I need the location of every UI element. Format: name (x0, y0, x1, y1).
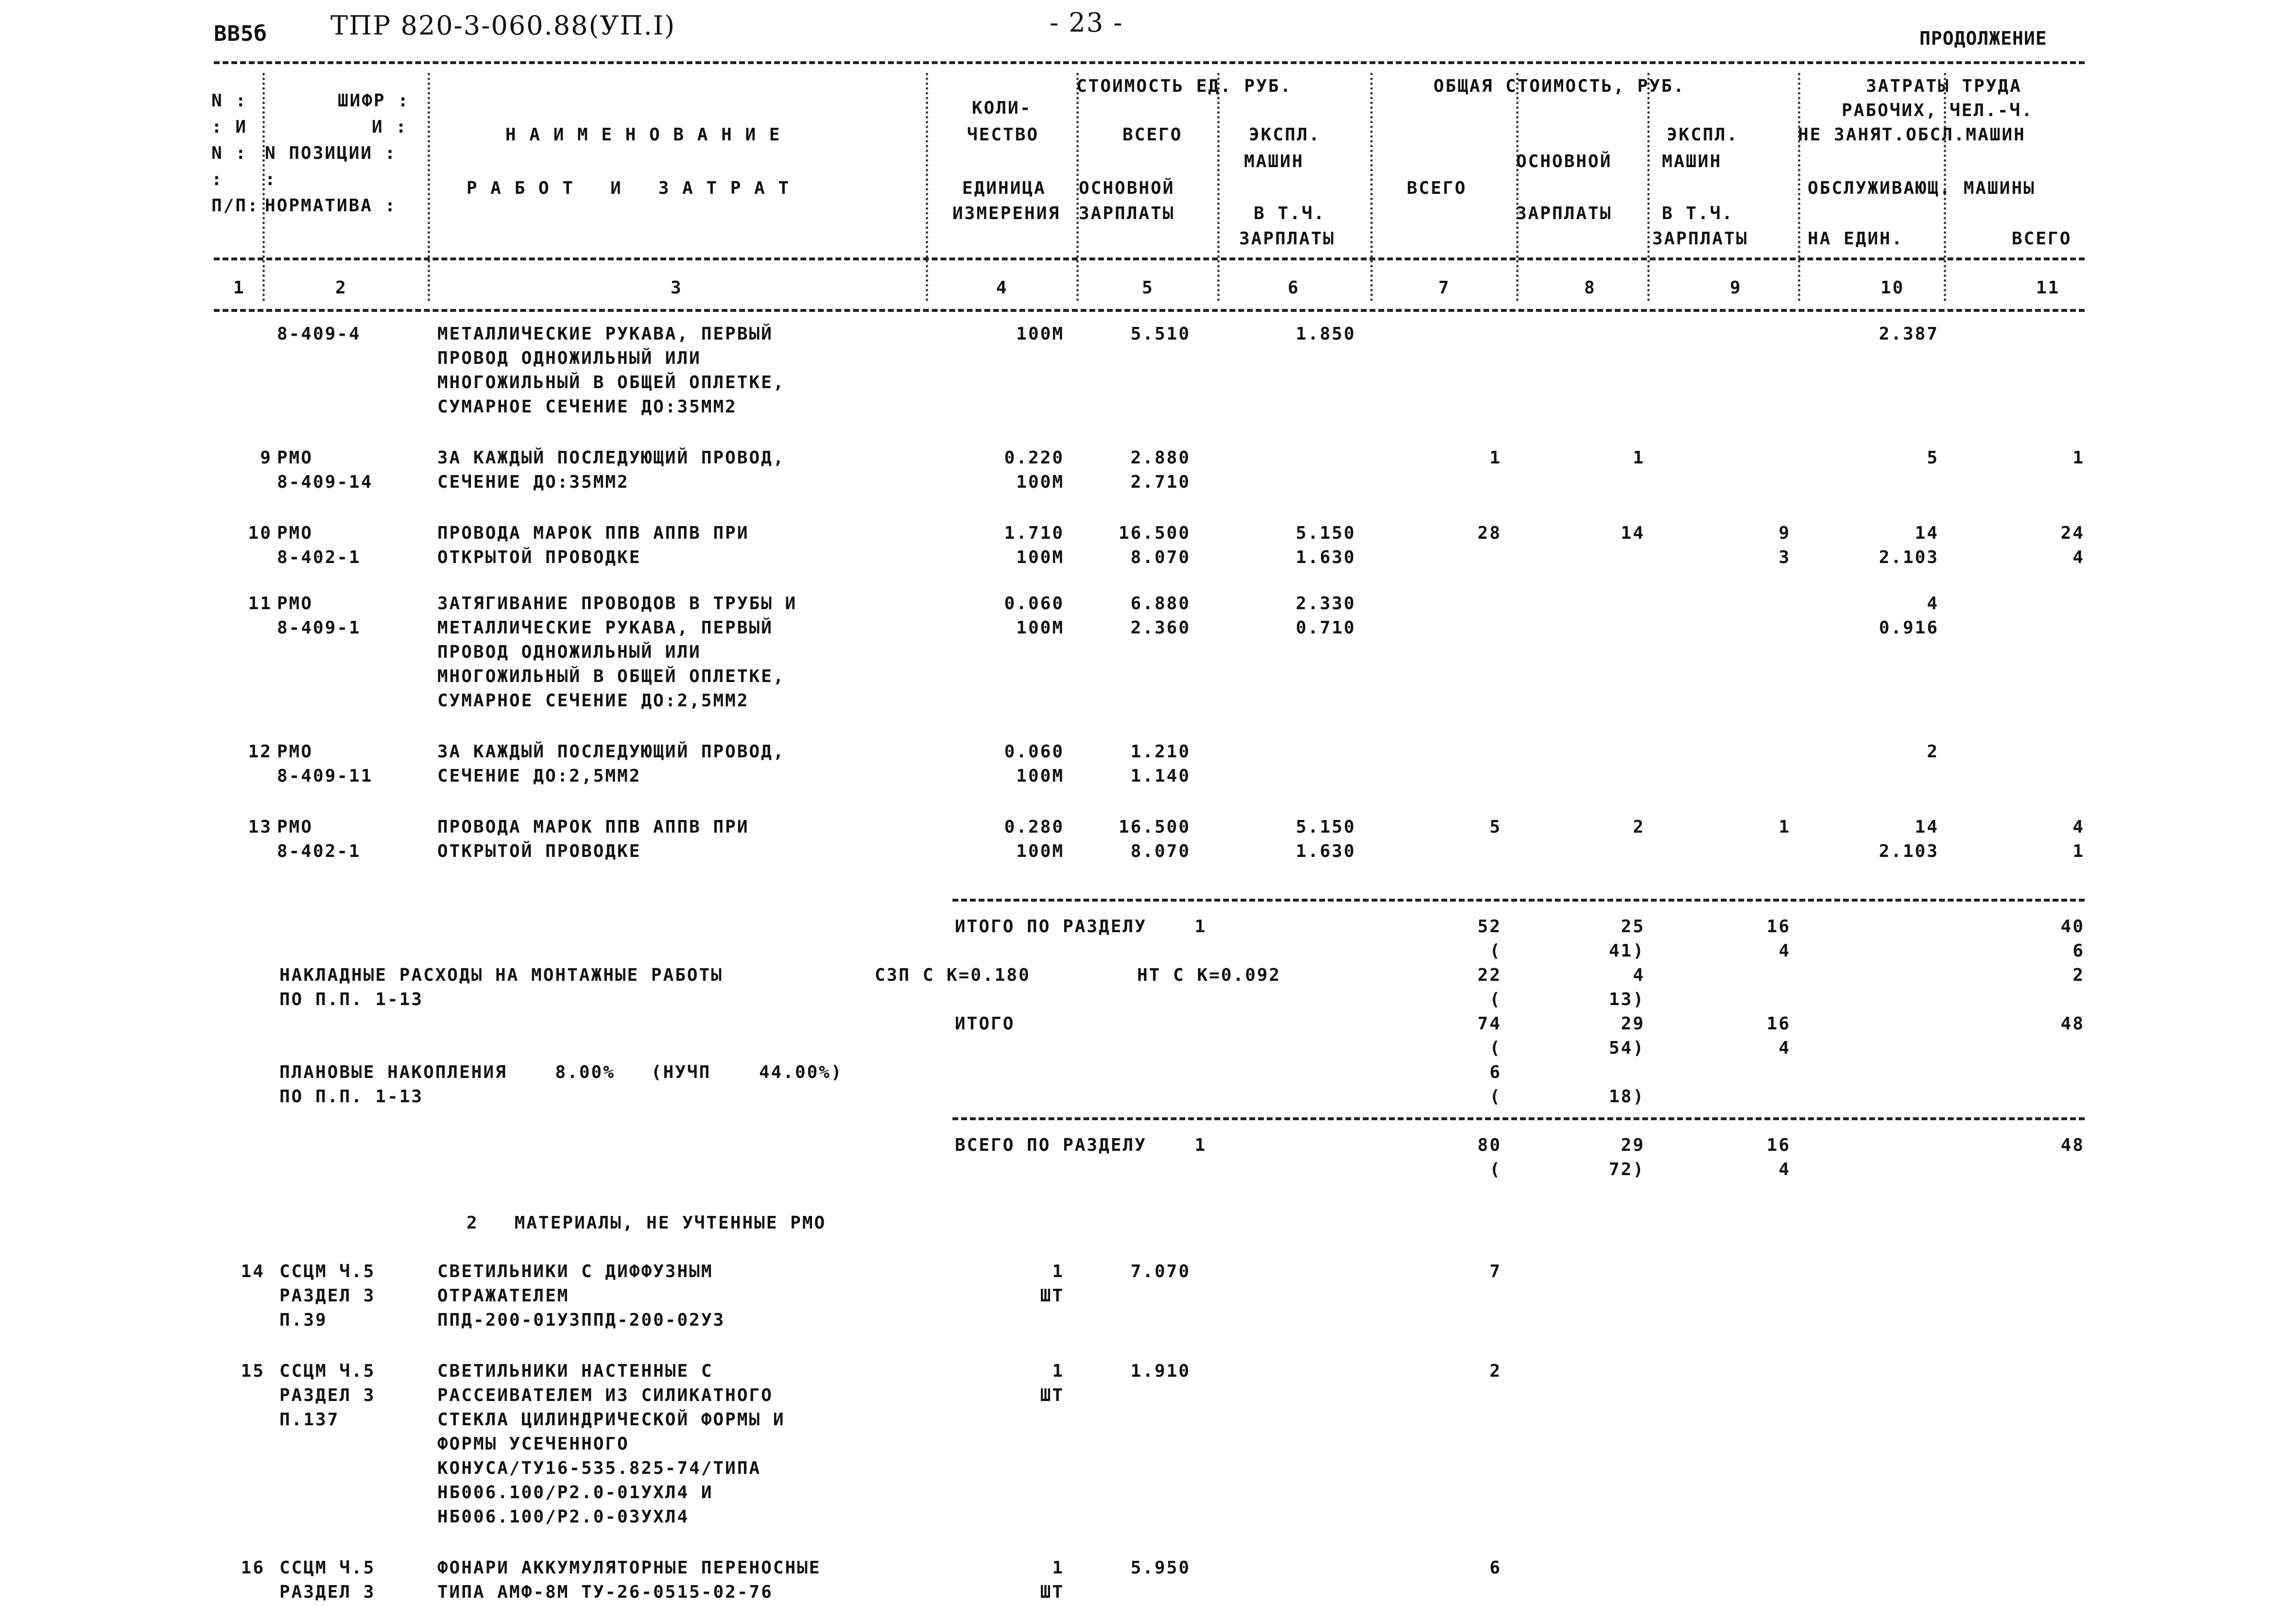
row-c7: 7 (1489, 1262, 1502, 1281)
col-code-header: И : (372, 117, 408, 137)
row-name: ПРОВОД ОДНОЖИЛЬНЫЙ ИЛИ (437, 348, 701, 368)
column-separator (1217, 73, 1220, 301)
row-name: СУМАРНОЕ СЕЧЕНИЕ ДО:35ММ2 (437, 397, 737, 417)
row-code: 8-409-14 (277, 472, 373, 492)
row-c10: 2.387 (1879, 324, 1939, 344)
overhead-nt: НТ С К=0.092 (1137, 965, 1281, 985)
row-code: РМО (277, 594, 313, 614)
row-code: 8-409-1 (277, 618, 361, 638)
column-number: 6 (1288, 278, 1300, 298)
col-total-header: ВСЕГО (1407, 178, 1467, 198)
row-code: ССЦМ Ч.5 (279, 1558, 376, 1578)
row-c11: 1 (2072, 448, 2085, 468)
summary-c8: 54) (1608, 1038, 1645, 1058)
column-separator (926, 73, 928, 301)
col-total-unit-header: ВСЕГО (1122, 125, 1183, 145)
row-c5: 2.360 (1130, 618, 1191, 638)
summary-c11: 40 (2060, 917, 2085, 937)
row-quantity: 0.280 (1004, 817, 1064, 837)
row-name: МЕТАЛЛИЧЕСКИЕ РУКАВА, ПЕРВЫЙ (437, 618, 773, 638)
summary-c7: 22 (1477, 965, 1502, 985)
row-quantity: 0.220 (1004, 448, 1064, 468)
row-name: ППД-200-01У3ППД-200-02У3 (437, 1310, 725, 1330)
column-number: 2 (335, 278, 347, 298)
row-code: ССЦМ Ч.5 (279, 1262, 376, 1281)
col-base-salary-header: ОСНОВНОЙ (1516, 152, 1612, 171)
col-code-header: НОРМАТИВА : (265, 196, 397, 216)
summary-c9: 4 (1778, 1038, 1791, 1058)
row-name: ЗА КАЖДЫЙ ПОСЛЕДУЮЩИЙ ПРОВОД, (437, 448, 785, 468)
row-code: РАЗДЕЛ 3 (279, 1385, 376, 1405)
summary-c8: 18) (1608, 1087, 1645, 1107)
row-c6: 5.150 (1295, 817, 1356, 837)
row-c6: 1.850 (1295, 324, 1356, 344)
col-labor-total-header: ВСЕГО (2012, 229, 2072, 249)
row-c10: 14 (1915, 523, 1939, 543)
row-c5: 7.070 (1130, 1262, 1191, 1281)
row-code: ССЦМ Ч.5 (279, 1361, 376, 1381)
summary-c7: 52 (1477, 917, 1502, 937)
col-mach-unit-header: МАШИН (1244, 152, 1304, 171)
summary-c7: ( (1489, 941, 1502, 961)
summary-c11: 48 (2060, 1014, 2085, 1034)
row-name: СЕЧЕНИЕ ДО:35ММ2 (437, 472, 629, 492)
column-separator (1516, 73, 1519, 301)
col-mach-total-header: ЗАРПЛАТЫ (1652, 229, 1748, 249)
col-labor-header: НЕ ЗАНЯТ.ОБСЛ.МАШИН (1798, 125, 2026, 145)
row-code: П.137 (279, 1410, 340, 1430)
summary-rule (952, 899, 2085, 902)
row-c10: 5 (1927, 448, 1939, 468)
row-code: 8-409-11 (277, 766, 373, 786)
column-separator (1647, 73, 1650, 301)
row-c5: 1.210 (1130, 742, 1191, 762)
header-rule-bottom (214, 309, 2085, 312)
summary-c7: 6 (1489, 1062, 1502, 1082)
col-labor-unit-header: НА ЕДИН. (1808, 229, 1904, 249)
row-c8: 1 (1633, 448, 1645, 468)
summary-c7: ( (1489, 1087, 1502, 1107)
summary-c11: 6 (2072, 941, 2085, 961)
row-c5: 6.880 (1130, 594, 1191, 614)
row-name: НБ006.100/Р2.0-01УХЛ4 И (437, 1483, 713, 1503)
row-number: 14 (241, 1262, 265, 1281)
row-c5: 1.140 (1130, 766, 1191, 786)
row-name: ЗА КАЖДЫЙ ПОСЛЕДУЮЩИЙ ПРОВОД, (437, 742, 785, 762)
summary-c8: 29 (1621, 1014, 1645, 1034)
column-number: 3 (671, 278, 683, 298)
col-code-header: N ПОЗИЦИИ : (265, 143, 397, 163)
itogo-label: ИТОГО (955, 1014, 1015, 1034)
summary-c11: 48 (2060, 1135, 2085, 1155)
row-quantity: 1 (1052, 1361, 1064, 1381)
row-name: СВЕТИЛЬНИКИ НАСТЕННЫЕ С (437, 1361, 713, 1381)
doc-code: ВВ5б (214, 21, 267, 46)
col-qty-header: КОЛИ- (972, 98, 1032, 118)
project-code: ТПР 820-3-060.88(УП.I) (330, 10, 676, 41)
row-name: МНОГОЖИЛЬНЫЙ В ОБЩЕЙ ОПЛЕТКЕ, (437, 373, 785, 393)
row-c7: 6 (1489, 1558, 1502, 1578)
col-mach-unit-header: ЭКСПЛ. (1249, 125, 1321, 145)
row-c7: 28 (1477, 523, 1502, 543)
row-name: КОНУСА/ТУ16-535.825-74/ТИПА (437, 1458, 761, 1478)
col-code-header: : (265, 170, 277, 189)
row-number: 12 (248, 742, 272, 762)
row-quantity: ШТ (1040, 1286, 1064, 1306)
row-number: 10 (248, 523, 272, 543)
col-qty-header: ЧЕСТВО (967, 125, 1039, 145)
summary-c8: 72) (1608, 1160, 1645, 1179)
row-number: 9 (260, 448, 272, 468)
column-separator (428, 73, 430, 301)
row-c5: 16.500 (1118, 817, 1191, 837)
plan-label: ПЛАНОВЫЕ НАКОПЛЕНИЯ 8.00% (НУЧП 44.00%) (279, 1062, 843, 1082)
row-c8: 2 (1633, 817, 1645, 837)
page-number: - 23 - (1050, 7, 1123, 38)
column-separator (1076, 73, 1079, 301)
row-c5: 2.710 (1130, 472, 1191, 492)
row-c11: 24 (2060, 523, 2085, 543)
col-mach-unit-header: ЗАРПЛАТЫ (1239, 229, 1335, 249)
row-c5: 8.070 (1130, 547, 1191, 567)
row-code: РМО (277, 523, 313, 543)
row-quantity: ШТ (1040, 1385, 1064, 1405)
column-number: 4 (996, 278, 1008, 298)
row-number: 15 (241, 1361, 265, 1381)
col-name-header: Н А И М Е Н О В А Н И Е (505, 125, 781, 145)
row-c9: 3 (1778, 547, 1791, 567)
row-name: ФОРМЫ УСЕЧЕННОГО (437, 1434, 629, 1454)
row-quantity: 0.060 (1004, 594, 1064, 614)
row-name: ПРОВОДА МАРОК ППВ АППВ ПРИ (437, 523, 749, 543)
row-c5: 2.880 (1130, 448, 1191, 468)
row-name: ОТКРЫТОЙ ПРОВОДКЕ (437, 547, 641, 567)
row-c6: 2.330 (1295, 594, 1356, 614)
row-name: СВЕТИЛЬНИКИ С ДИФФУЗНЫМ (437, 1262, 713, 1281)
summary-c7: 80 (1477, 1135, 1502, 1155)
row-c5: 8.070 (1130, 841, 1191, 861)
row-name: СТЕКЛА ЦИЛИНДРИЧЕСКОЙ ФОРМЫ И (437, 1410, 785, 1430)
col-code-header: ШИФР : (338, 91, 410, 111)
row-c5: 1.910 (1130, 1361, 1191, 1381)
row-c10: 2.103 (1879, 841, 1939, 861)
row-code: РМО (277, 817, 313, 837)
row-quantity: 1 (1052, 1558, 1064, 1578)
row-name: ТИПА АМФ-8М ТУ-26-0515-02-76 (437, 1582, 773, 1602)
row-quantity: 100М (1016, 324, 1064, 344)
col-n-header: : (211, 170, 224, 189)
summary-c7: ( (1489, 1038, 1502, 1058)
summary-c8: 41) (1608, 941, 1645, 961)
row-c6: 0.710 (1295, 618, 1356, 638)
col-mach-total-header: МАШИН (1662, 152, 1722, 171)
row-quantity: 100М (1016, 547, 1064, 567)
summary-c9: 4 (1778, 1160, 1791, 1179)
row-number: 13 (248, 817, 272, 837)
row-c10: 4 (1927, 594, 1939, 614)
col-qty-header: ЕДИНИЦА (962, 178, 1046, 198)
plan-label: ПО П.П. 1-13 (279, 1087, 424, 1107)
column-number: 5 (1142, 278, 1154, 298)
header-rule-top (214, 61, 2085, 64)
row-code: 8-409-4 (277, 324, 361, 344)
summary-c8: 29 (1621, 1135, 1645, 1155)
row-quantity: 1 (1052, 1262, 1064, 1281)
row-name: ЗАТЯГИВАНИЕ ПРОВОДОВ В ТРУБЫ И (437, 594, 797, 614)
summary-c9: 16 (1766, 1014, 1791, 1034)
row-c6: 1.630 (1295, 841, 1356, 861)
summary-c9: 16 (1766, 1135, 1791, 1155)
row-code: 8-402-1 (277, 547, 361, 567)
header-rule-mid (214, 257, 2085, 260)
overhead-label: НАКЛАДНЫЕ РАСХОДЫ НА МОНТАЖНЫЕ РАБОТЫ (279, 965, 723, 985)
col-qty-header: ИЗМЕРЕНИЯ (952, 204, 1061, 223)
col-n-header: N : (211, 143, 248, 163)
row-name: МНОГОЖИЛЬНЫЙ В ОБЩЕЙ ОПЛЕТКЕ, (437, 666, 785, 686)
row-quantity: 100М (1016, 472, 1064, 492)
summary-c11: 2 (2072, 965, 2085, 985)
continued-label: ПРОДОЛЖЕНИЕ (1919, 28, 2047, 49)
vsego-razdel-label: ВСЕГО ПО РАЗДЕЛУ 1 (955, 1135, 1207, 1155)
row-c7: 2 (1489, 1361, 1502, 1381)
row-c10: 2 (1927, 742, 1939, 762)
row-quantity: 0.060 (1004, 742, 1064, 762)
column-number: 7 (1438, 278, 1450, 298)
row-c7: 1 (1489, 448, 1502, 468)
col-mach-unit-header: В Т.Ч. (1254, 204, 1326, 223)
column-separator (1370, 73, 1373, 301)
col-mach-total-header: ЭКСПЛ. (1667, 125, 1739, 145)
row-code: 8-402-1 (277, 841, 361, 861)
col-name-header: Р А Б О Т И З А Т Р А Т (466, 178, 791, 198)
summary-c9: 16 (1766, 917, 1791, 937)
col-n-header: П/П: (211, 196, 259, 216)
overhead-k: СЗП С К=0.180 (875, 965, 1031, 985)
row-name: ПРОВОД ОДНОЖИЛЬНЫЙ ИЛИ (437, 642, 701, 662)
col-total-unit-header: ОСНОВНОЙ (1079, 178, 1175, 198)
row-c5: 5.510 (1130, 324, 1191, 344)
row-name: СЕЧЕНИЕ ДО:2,5ММ2 (437, 766, 641, 786)
row-name: НБ006.100/Р2.0-03УХЛ4 (437, 1507, 690, 1527)
row-name: РАССЕИВАТЕЛЕМ ИЗ СИЛИКАТНОГО (437, 1385, 773, 1405)
row-c11: 4 (2072, 817, 2085, 837)
row-quantity: 1.710 (1004, 523, 1064, 543)
row-quantity: 100М (1016, 841, 1064, 861)
row-c7: 5 (1489, 817, 1502, 837)
col-n-header: : И (211, 117, 248, 137)
col-labor-header: ОБСЛУЖИВАЮЩ. МАШИНЫ (1808, 178, 2036, 198)
row-c6: 1.630 (1295, 547, 1356, 567)
row-quantity: 100М (1016, 766, 1064, 786)
row-code: РМО (277, 742, 313, 762)
section-2-title: 2 МАТЕРИАЛЫ, НЕ УЧТЕННЫЕ РМО (466, 1213, 827, 1233)
column-number: 9 (1730, 278, 1742, 298)
row-c11: 1 (2072, 841, 2085, 861)
row-name: ФОНАРИ АККУМУЛЯТОРНЫЕ ПЕРЕНОСНЫЕ (437, 1558, 821, 1578)
col-mach-total-header: В Т.Ч. (1662, 204, 1734, 223)
overhead-label: ПО П.П. 1-13 (279, 990, 424, 1009)
row-c5: 5.950 (1130, 1558, 1191, 1578)
col-total-unit-header: ЗАРПЛАТЫ (1079, 204, 1175, 223)
row-name: ОТРАЖАТЕЛЕМ (437, 1286, 570, 1306)
row-c6: 5.150 (1295, 523, 1356, 543)
summary-c8: 25 (1621, 917, 1645, 937)
summary-c8: 13) (1608, 990, 1645, 1009)
row-c9: 1 (1778, 817, 1791, 837)
row-name: ПРОВОДА МАРОК ППВ АППВ ПРИ (437, 817, 749, 837)
column-number: 11 (2036, 278, 2060, 298)
row-name: СУМАРНОЕ СЕЧЕНИЕ ДО:2,5ММ2 (437, 691, 749, 711)
row-code: РАЗДЕЛ 3 (279, 1286, 376, 1306)
row-c10: 14 (1915, 817, 1939, 837)
col-base-salary-header: ЗАРПЛАТЫ (1516, 204, 1612, 223)
col-total-cost-header: ОБЩАЯ СТОИМОСТЬ, РУБ. (1433, 76, 1686, 96)
summary-c9: 4 (1778, 941, 1791, 961)
row-c5: 16.500 (1118, 523, 1191, 543)
row-name: МЕТАЛЛИЧЕСКИЕ РУКАВА, ПЕРВЫЙ (437, 324, 773, 344)
row-number: 16 (241, 1558, 265, 1578)
row-code: РАЗДЕЛ 3 (279, 1582, 376, 1602)
row-quantity: 100М (1016, 618, 1064, 638)
row-number: 11 (248, 594, 272, 614)
col-labor-header: ЗАТРАТЫ ТРУДА (1866, 76, 2022, 96)
row-code: РМО (277, 448, 313, 468)
column-number: 10 (1881, 278, 1905, 298)
column-separator (1798, 73, 1800, 301)
col-unit-cost-header: СТОИМОСТЬ ЕД. РУБ. (1076, 76, 1293, 96)
column-number: 1 (233, 278, 245, 298)
col-n-header: N : (211, 91, 248, 111)
row-c9: 9 (1778, 523, 1791, 543)
row-c10: 2.103 (1879, 547, 1939, 567)
itogo-razdel-label: ИТОГО ПО РАЗДЕЛУ 1 (955, 917, 1207, 937)
row-name: ОТКРЫТОЙ ПРОВОДКЕ (437, 841, 641, 861)
summary-c7: ( (1489, 990, 1502, 1009)
row-c11: 4 (2072, 547, 2085, 567)
row-code: П.39 (279, 1310, 328, 1330)
row-quantity: ШТ (1040, 1582, 1064, 1602)
summary-rule (952, 1117, 2085, 1120)
summary-c7: ( (1489, 1160, 1502, 1179)
column-number: 8 (1584, 278, 1596, 298)
summary-c7: 74 (1477, 1014, 1502, 1034)
col-labor-header: РАБОЧИХ, ЧЕЛ.-Ч. (1842, 101, 2034, 120)
summary-c8: 4 (1633, 965, 1645, 985)
column-separator (262, 73, 265, 301)
row-c8: 14 (1621, 523, 1645, 543)
row-c10: 0.916 (1879, 618, 1939, 638)
column-separator (1944, 73, 1946, 301)
